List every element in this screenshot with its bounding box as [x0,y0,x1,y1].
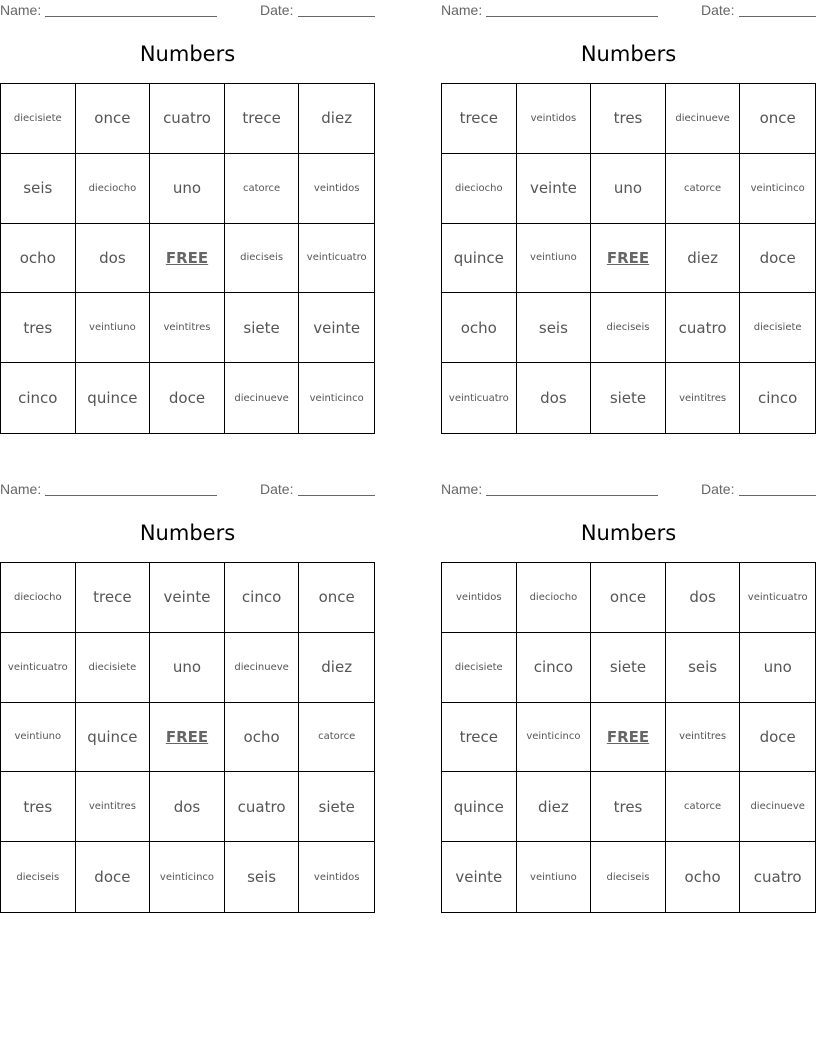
bingo-cell[interactable]: uno [740,633,815,703]
bingo-cell[interactable]: diecinueve [225,633,300,703]
bingo-cell[interactable]: siete [591,633,666,703]
bingo-cell[interactable]: diecinueve [666,84,741,154]
bingo-cell[interactable]: ocho [225,703,300,773]
bingo-cell[interactable]: dieciocho [76,154,151,224]
bingo-cell[interactable]: dieciocho [1,563,76,633]
bingo-cell[interactable]: veinticinco [740,154,815,224]
bingo-cell[interactable]: cuatro [753,868,802,887]
bingo-cell[interactable]: uno [591,154,666,224]
name-label: Name: [441,2,483,18]
name-line[interactable] [45,16,217,17]
bingo-cell[interactable]: dos [517,363,592,433]
bingo-cell[interactable]: veintitres [150,293,225,363]
bingo-cell[interactable]: doce [150,363,225,433]
free-space[interactable]: FREE [591,703,666,773]
bingo-cell[interactable]: veinte [299,293,374,363]
bingo-cell[interactable]: once [299,563,374,633]
card-header [441,479,816,501]
date-label: Date: [701,2,735,18]
card-title: Numbers [580,521,677,545]
bingo-cell[interactable]: catorce [299,703,374,773]
bingo-cell[interactable]: uno [150,154,225,224]
bingo-cell[interactable]: dieciseis [591,293,666,363]
card-title: Numbers [580,42,677,66]
bingo-cell[interactable]: veinticinco [150,842,225,912]
bingo-cell[interactable]: veintitres [666,363,741,433]
free-space[interactable]: FREE [150,703,225,773]
bingo-cell[interactable]: diecisiete [442,633,517,703]
bingo-cell[interactable]: veinte [517,154,592,224]
bingo-cell[interactable]: dieciseis [225,224,300,294]
bingo-cell[interactable]: veinticuatro [1,633,76,703]
bingo-cell[interactable]: seis [1,154,76,224]
bingo-cell[interactable]: dos [666,563,741,633]
bingo-cell[interactable]: veinticuatro [442,363,517,433]
bingo-cell[interactable]: dieciseis [1,842,76,912]
card-header [0,0,375,22]
bingo-cell[interactable]: doce [740,224,815,294]
bingo-cell[interactable]: tres [1,772,76,842]
free-space[interactable]: FREE [591,224,666,294]
bingo-cell[interactable]: once [740,84,815,154]
bingo-cell[interactable]: veinticuatro [740,563,815,633]
bingo-cell[interactable]: tres [1,293,76,363]
bingo-cell[interactable]: veinte [150,563,225,633]
bingo-cell[interactable]: trece [76,563,151,633]
card-header [441,0,816,22]
bingo-cell[interactable]: trece [225,84,300,154]
bingo-card-4 [441,479,816,913]
bingo-cell[interactable]: seis [666,633,741,703]
bingo-card-2 [441,0,816,434]
bingo-cell[interactable]: ocho [1,224,76,294]
name-label: Name: [0,2,42,18]
bingo-cell[interactable]: veintiuno [517,842,592,912]
bingo-cell[interactable]: diez [666,224,741,294]
bingo-grid [441,83,816,434]
bingo-cell[interactable]: veintidos [299,154,374,224]
date-label: Date: [260,481,294,497]
bingo-cell[interactable]: cuatro [225,772,300,842]
name-label: Name: [0,481,42,497]
bingo-card-1 [0,0,375,434]
card-title: Numbers [139,521,236,545]
bingo-cell[interactable]: dieciseis [591,842,666,912]
bingo-cell[interactable]: cinco [758,389,798,408]
bingo-cell[interactable]: tres [591,772,666,842]
bingo-cell[interactable]: siete [299,772,374,842]
bingo-cell[interactable]: veintitres [666,703,741,773]
bingo-cell[interactable]: cinco [1,363,76,433]
bingo-cell[interactable]: diecinueve [740,772,815,842]
date-line[interactable] [739,495,816,496]
bingo-cell[interactable]: catorce [666,772,741,842]
bingo-cell[interactable]: dieciocho [442,154,517,224]
date-line[interactable] [739,16,816,17]
bingo-cell[interactable]: cuatro [150,84,225,154]
bingo-cell[interactable]: quince [442,224,517,294]
bingo-cell[interactable]: once [591,563,666,633]
bingo-cell[interactable]: diez [299,84,374,154]
bingo-cell[interactable]: veinte [442,842,517,912]
bingo-cell[interactable]: diez [299,633,374,703]
name-line[interactable] [486,495,658,496]
name-line[interactable] [45,495,217,496]
bingo-cell[interactable]: seis [225,842,300,912]
bingo-cell[interactable]: catorce [666,154,741,224]
bingo-cell[interactable]: siete [591,363,666,433]
bingo-cell[interactable]: veintiuno [76,293,151,363]
bingo-cell[interactable]: veintiuno [517,224,592,294]
bingo-cell[interactable]: veintidos [517,84,592,154]
bingo-cell[interactable]: veintidos [442,563,517,633]
bingo-cell[interactable]: quince [442,772,517,842]
bingo-cell[interactable]: ocho [442,293,517,363]
bingo-cell[interactable]: diecinueve [225,363,300,433]
card-title: Numbers [139,42,236,66]
name-label: Name: [441,481,483,497]
bingo-cell[interactable]: veintitres [76,772,151,842]
date-label: Date: [260,2,294,18]
bingo-cell[interactable]: diecisiete [76,633,151,703]
date-line[interactable] [298,495,375,496]
date-line[interactable] [298,16,375,17]
free-space[interactable]: FREE [150,224,225,294]
bingo-grid [0,562,375,913]
bingo-cell[interactable]: tres [591,84,666,154]
card-header [0,479,375,501]
name-line[interactable] [486,16,658,17]
bingo-card-3 [0,479,375,913]
bingo-cell[interactable]: dos [150,772,225,842]
bingo-cell[interactable]: trece [442,84,517,154]
bingo-cell[interactable]: siete [225,293,300,363]
bingo-cell[interactable]: veinticinco [517,703,592,773]
bingo-cell[interactable]: seis [517,293,592,363]
bingo-cell[interactable]: diecisiete [1,84,76,154]
bingo-cell[interactable]: ocho [666,842,741,912]
bingo-cell[interactable]: quince [76,363,151,433]
bingo-grid [0,83,375,434]
bingo-cell[interactable]: cinco [517,633,592,703]
bingo-cell[interactable]: doce [76,842,151,912]
bingo-cell[interactable]: catorce [225,154,300,224]
bingo-cell[interactable]: dieciocho [517,563,592,633]
bingo-cell[interactable]: veinticuatro [299,224,374,294]
bingo-cell[interactable]: quince [76,703,151,773]
bingo-cell[interactable]: diez [517,772,592,842]
bingo-cell[interactable]: cuatro [666,293,741,363]
bingo-cell[interactable]: veinticinco [309,392,364,404]
bingo-cell[interactable]: veintiuno [1,703,76,773]
bingo-cell[interactable]: cinco [225,563,300,633]
date-label: Date: [701,481,735,497]
bingo-cell[interactable]: diecisiete [740,293,815,363]
bingo-cell[interactable]: uno [150,633,225,703]
bingo-cell[interactable]: doce [740,703,815,773]
bingo-cell[interactable]: once [76,84,151,154]
bingo-grid [441,562,816,913]
bingo-cell[interactable]: dos [76,224,151,294]
bingo-cell[interactable]: trece [442,703,517,773]
bingo-cell[interactable]: veintidos [313,871,360,883]
